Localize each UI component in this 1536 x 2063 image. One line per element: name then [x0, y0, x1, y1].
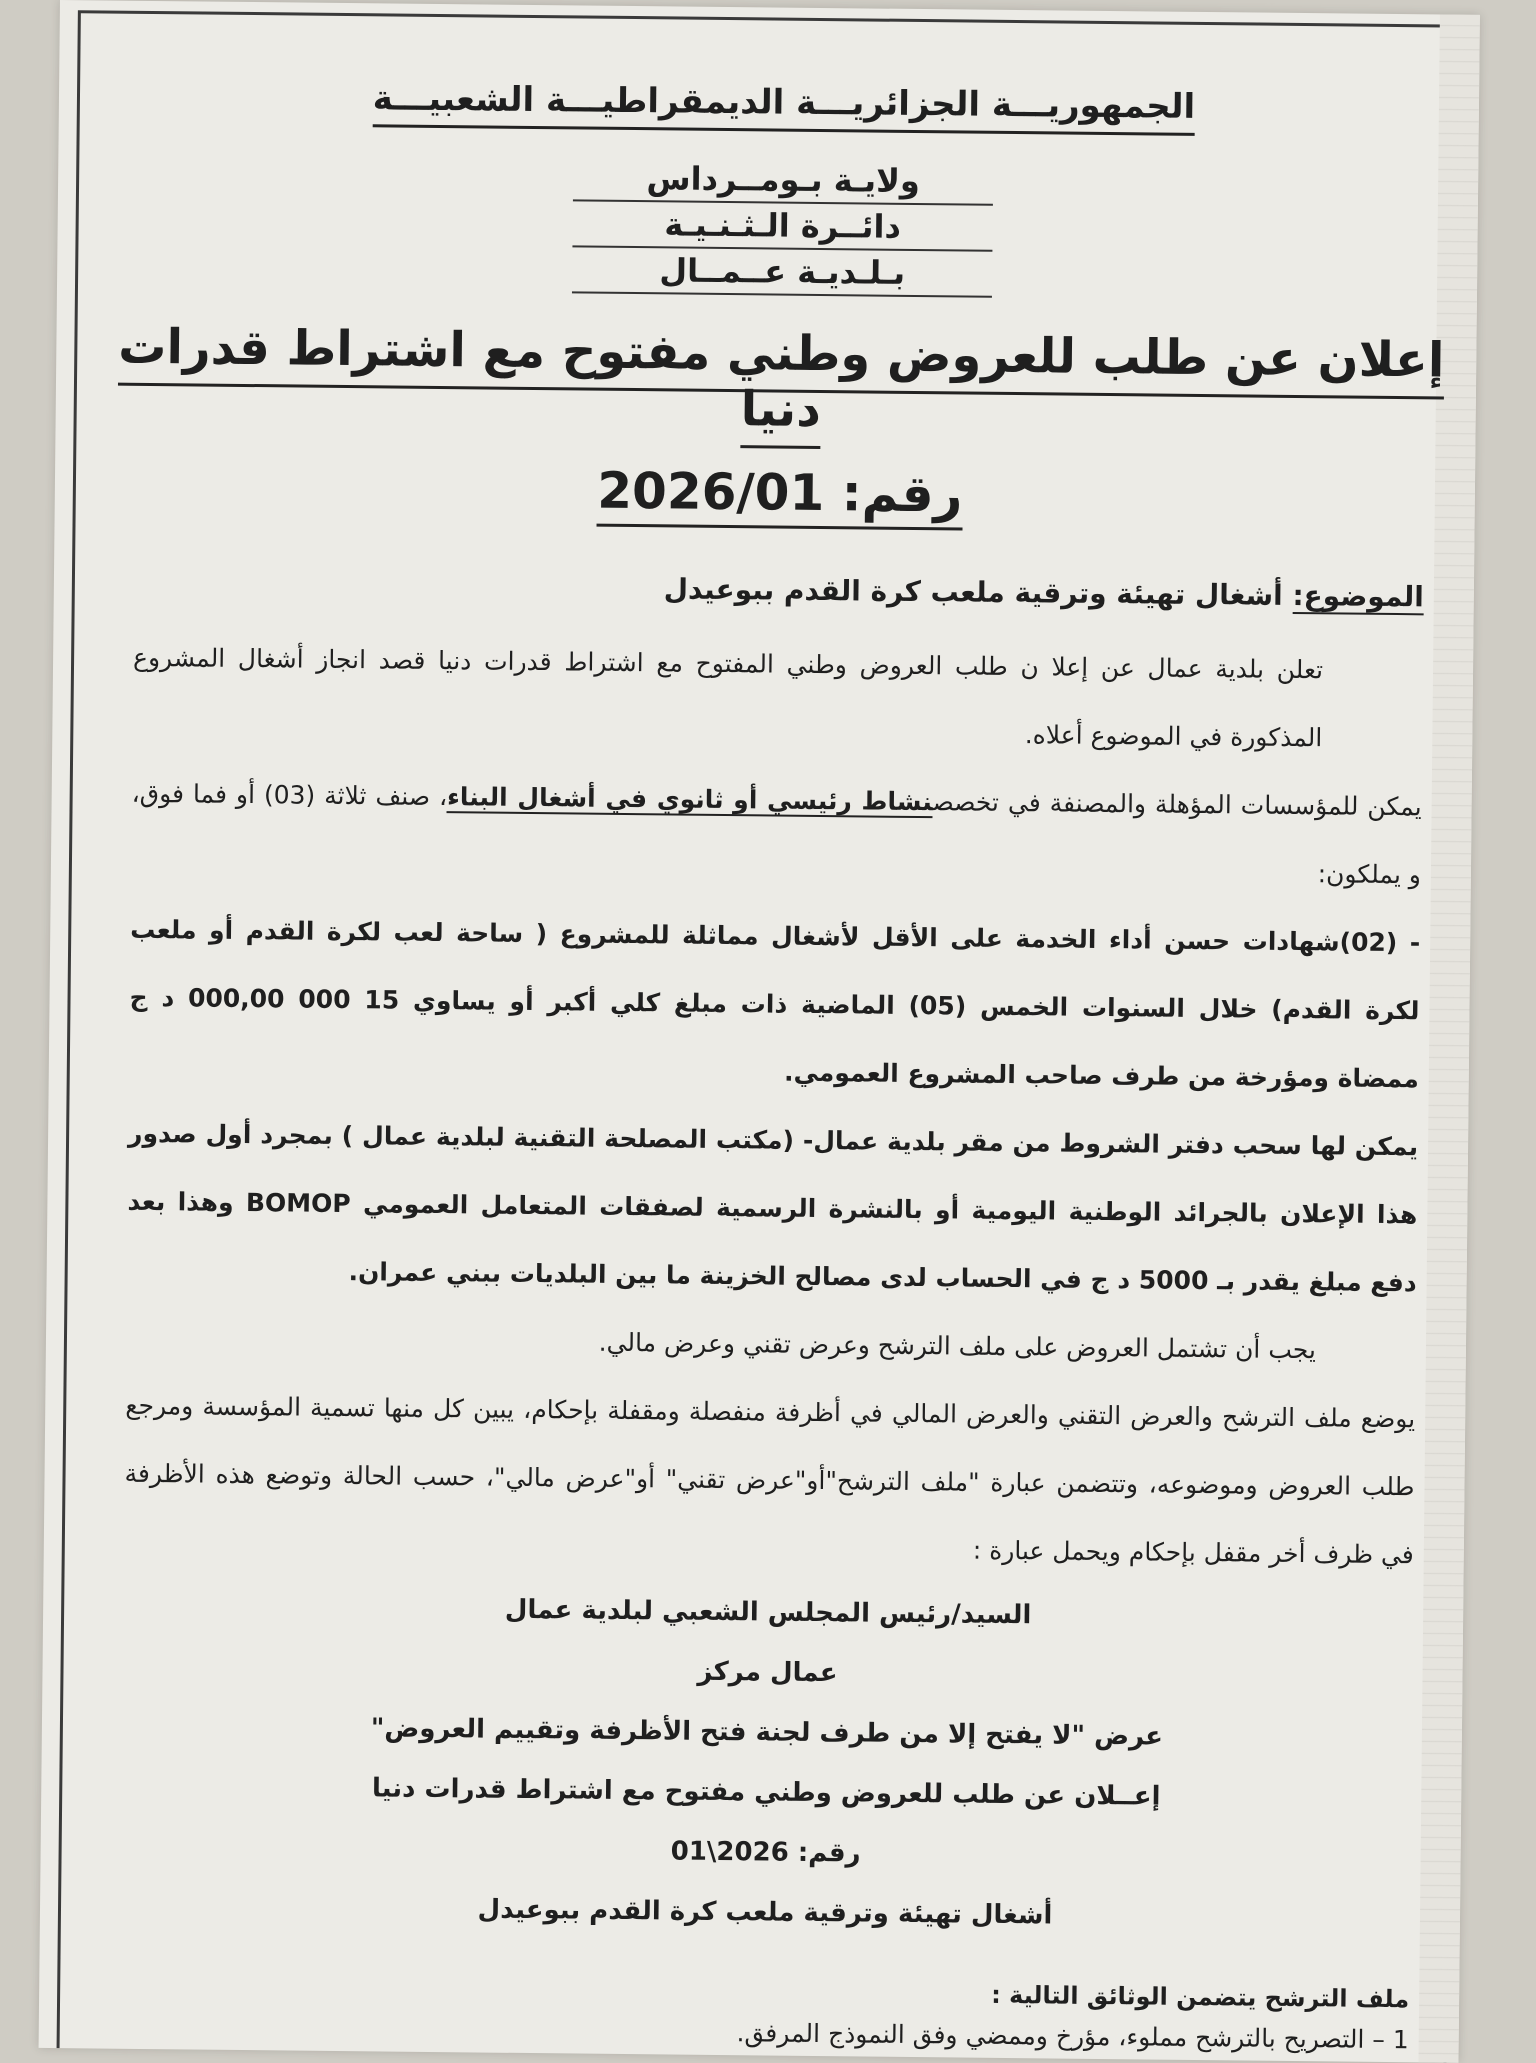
subject-text: أشغال تهيئة وترقية ملعب كرة القدم ببوعيدل: [663, 572, 1283, 612]
address-announcement: إعــلان عن طلب للعروض وطني مفتوح مع اشتراط قدرات دنيا: [371, 1773, 1161, 1812]
document-page: [39, 0, 1480, 2063]
paragraph-envelopes: يوضع ملف الترشح والعرض التقني والعرض المالي في أظرفة منفصلة ومقفلة بإحكام، يبين كل منها تسمية المؤسسة ومرجع طلب العروض وموضوعه، وتتضمن عبارة "ملف الترشح"أو"عرض تقني" أو"عرض مالي"، حسب الحالة وتوضع هذه الأظرفة في ظرف أخر مقفل بإحكام ويحمل عبارة :: [124, 1390, 1416, 1570]
paragraph-eligibility: يمكن للمؤسسات المؤهلة والمصنفة في تخصصنشاط رئيسي أو ثانوي في أشغال البناء، صنف ثلاثة (03) أو فما فوق، و يملكون:: [131, 778, 1422, 890]
documents-title: ملف الترشح يتضمن الوثائق التالية :: [991, 1980, 1410, 2014]
document-content: [98, 41, 1449, 2063]
commune-line: بـلـديـة عــمــال: [572, 247, 992, 297]
administrative-block: [572, 155, 993, 297]
subject-line: [114, 567, 1444, 614]
address-subject: أشغال تهيئة وترقية ملعب كرة القدم ببوعيدل: [477, 1894, 1053, 1931]
paragraph-intro: تعلن بلدية عمال عن إعلا ن طلب العروض وطني المفتوح مع اشتراط قدرات دنيا قصد انجاز أشغال المشروع المذكورة في الموضوع أعلاه.: [132, 642, 1324, 753]
subject-label: الموضوع:: [1292, 578, 1424, 614]
address-notice: عرض "لا يفتح إلا من طرف لجنة فتح الأظرفة وتقييم العروض": [370, 1713, 1164, 1752]
daira-line: دائــرة الـثـنـيـة: [572, 201, 992, 251]
republic-header: الجمهوريـــة الجزائريـــة الديمقراطيـــة الشعبيـــة: [119, 76, 1449, 130]
announcement-title: إعلان عن طلب للعروض وطني مفتوح مع اشتراط قدرات دنيا: [115, 319, 1446, 445]
announcement-number: رقم: 2026/01: [115, 457, 1446, 529]
paragraph-offers-content: يجب أن تشتمل العروض على ملف الترشح وعرض تقني وعرض مالي.: [598, 1327, 1317, 1365]
wilaya-line: ولايـة بـومــرداس: [573, 155, 993, 205]
address-number: رقم: 2026\01: [670, 1836, 861, 1869]
address-recipient: السيد/رئيس المجلس الشعبي لبلدية عمال: [504, 1594, 1032, 1631]
paragraph-certificates: - (02)شهادات حسن أداء الخدمة على الأقل لأشغال مماثلة للمشروع ( ساحة لعب لكرة القدم أو ملعب لكرة القدم) خلال السنوات الخمس (05) الماضية ذات مبلغ كلي أكبر أو يساوي 15 000 000,00 د ج ممضاة ومؤرخة من طرف صاحب المشروع العمومي.: [129, 914, 1421, 1094]
address-location: عمال مركز: [697, 1656, 838, 1689]
envelope-address: [100, 1576, 1434, 1950]
paragraph-specifications: يمكن لها سحب دفتر الشروط من مقر بلدية عمال- (مكتب المصلحة التقنية لبلدية عمال ) بمجرد أول صدور هذا الإعلان بالجرائد الوطنية اليومية أو بالنشرة الرسمية لصفقات المتعامل العمومي BOMOP وهذا بعد دفع مبلغ يقدر بـ 5000 د ج في الحساب لدى مصالح الخزينة ما بين البلديات ببني عمران.: [127, 1118, 1419, 1298]
activity-specialty: نشاط رئيسي أو ثانوي في أشغال البناء: [446, 782, 933, 817]
documents-item-1: 1 – التصريح بالترشح مملوء، مؤرخ وممضي وفق النموذج المرفق.: [736, 2018, 1409, 2055]
